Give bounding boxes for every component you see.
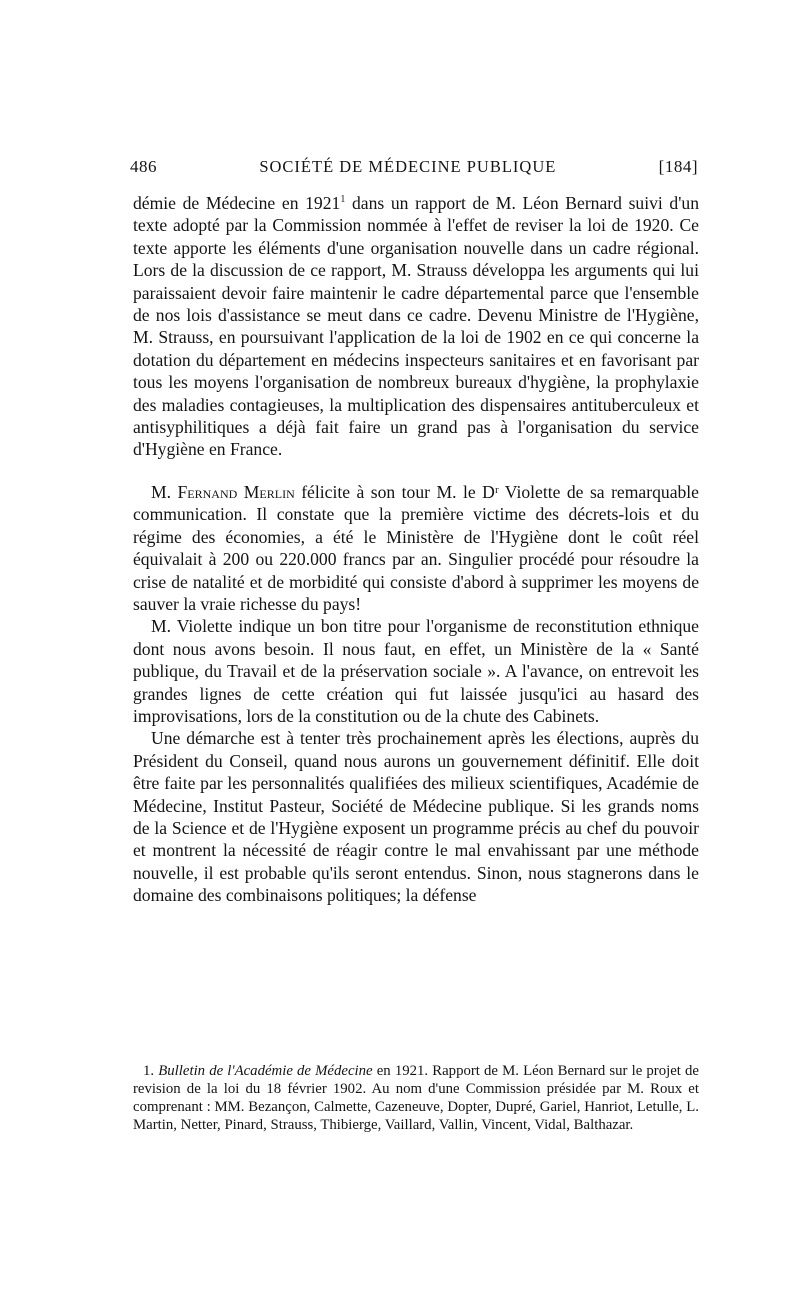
section-number: [184] xyxy=(658,157,698,176)
footnote-source: Bulletin de l'Académie de Médecine xyxy=(158,1063,373,1079)
page-header xyxy=(130,157,698,177)
footnote xyxy=(133,1062,699,1134)
page-number: 486 xyxy=(130,157,157,176)
paragraph-lead: démie de Médecine en 1921 xyxy=(133,193,341,213)
paragraph-violette xyxy=(133,615,699,727)
footnote-reference: 1 xyxy=(340,194,346,206)
paragraph-text: Une démarche est à tenter très prochainement après les élections, auprès du Président du Conseil, quand nous aurons un gouvernement définitif. Elle doit être faite par les personnalités qualifiées des milieux scientifiques, Académie de Médecine, Institut Pasteur, Société de Médecine publique. Si les grands noms de la Science et de l'Hygiène exposent un programme précis au chef du pouvoir et montrent la nécessité de réagir contre le mal envahissant par une méthode nouvelle, il est probable qu'ils seront entendus. Sinon, nous stagnerons dans le domaine des combinaisons politiques; la défense xyxy=(133,728,699,906)
footnote-text: en 1921. Rapport de M. Léon Bernard sur le projet de revision de la loi du 18 février 1902. Au nom d'une Commission présidée par M. Roux et comprenant : MM. Bezançon, Calmette, Cazeneuve, Dopter, Dupré, Gariel, Hanriot, Letulle, L. Martin, Netter, Pinard, Strauss, Thibierge, Vaillard, Vallin, Vincent, Vidal, Balthazar. xyxy=(133,1063,699,1133)
paragraph-text: félicite à son tour M. le Dʳ Violette de sa remarquable communication. Il constate que la première victime des décrets-lois et du régime des économies, a été le Ministère de l'Hygiène dont le coût réel équivalait à 200 ou 220.000 francs par an. Singulier procédé pour résoudre la crise de natalité et de morbidité qui consiste d'abord à supprimer les moyens de sauver la vraie richesse du pays! xyxy=(133,481,699,614)
paragraph-merlin xyxy=(133,481,699,615)
paragraph-demarche xyxy=(133,727,699,906)
running-title: SOCIÉTÉ DE MÉDECINE PUBLIQUE xyxy=(259,157,557,176)
footnote-number: 1. xyxy=(143,1063,155,1079)
paragraph-text: dans un rapport de M. Léon Bernard suivi d'un texte adopté par la Commission nommée à l'effet de reviser la loi de 1920. Ce texte apporte les éléments d'une organisation nouvelle dans un cadre régional. Lors de la discussion de ce rapport, M. Strauss développa les arguments qui lui paraissaient devoir faire maintenir le cadre départemental parce que l'ensemble de nos lois d'assistance se meut dans ce cadre. Devenu Ministre de l'Hygiène, M. Strauss, en poursuivant l'application de la loi de 1902 en ce qui concerne la dotation du département en médecins inspecteurs sanitaires et en favorisant par tous les moyens l'organisation de nombreux bureaux d'hygiène, la prophylaxie des maladies contagieuses, la multiplication des dispensaires antituberculeux et antisyphilitiques a déjà fait faire un grand pas à l'organisation du service d'Hygiène en France. xyxy=(133,193,699,460)
page-body xyxy=(133,192,699,907)
paragraph-text: M. Violette indique un bon titre pour l'organisme de reconstitution ethnique dont nous avons besoin. Il nous faut, en effet, un Ministère de la « Santé publique, du Travail et de la préservation sociale ». A l'avance, on entrevoit les grandes lignes de cette création qui fut laissée jusqu'ici au hasard des improvisations, lors de la constitution ou de la chute des Cabinets. xyxy=(133,616,699,726)
speaker-name: Fernand Merlin xyxy=(177,481,295,502)
speaker-prefix: M. xyxy=(151,481,178,502)
paragraph-continuation xyxy=(133,192,699,461)
